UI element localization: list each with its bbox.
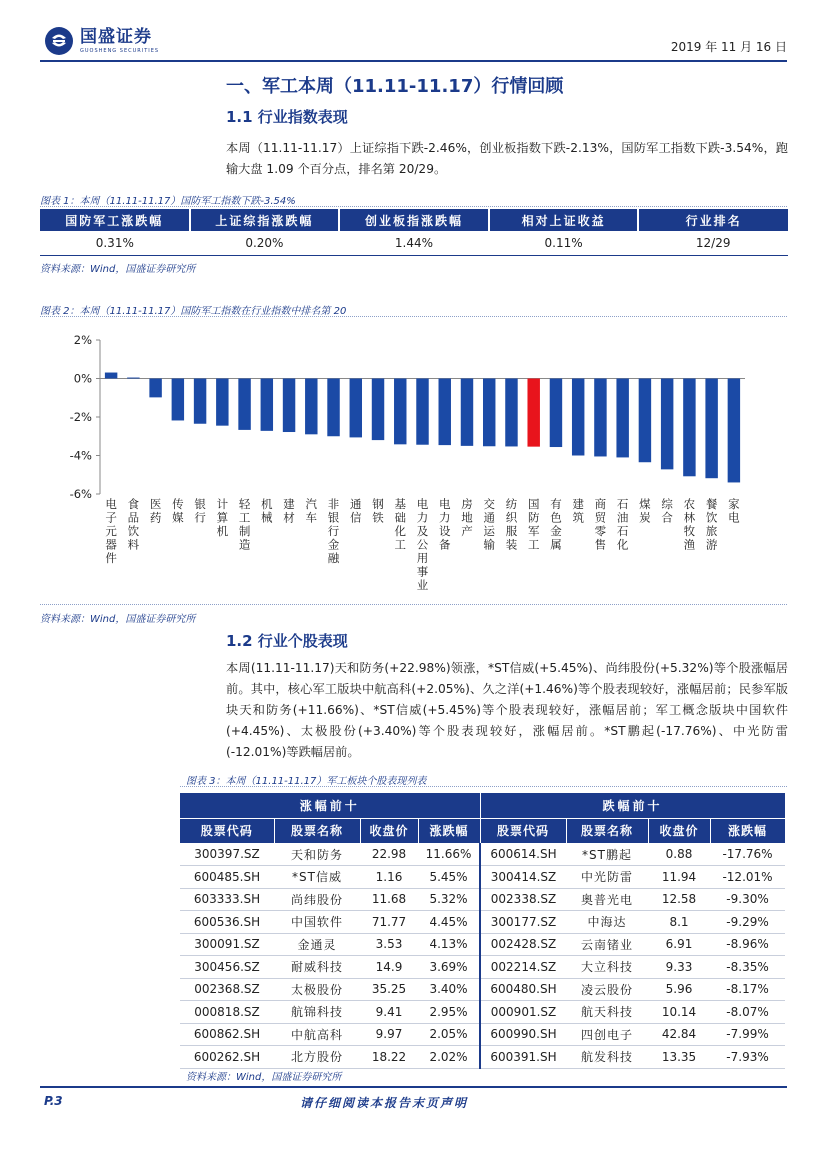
- stock-name-cell: 四创电子: [566, 1023, 648, 1046]
- x-category-label: 电力及公用事业: [416, 497, 429, 592]
- table-cell: 18.22: [360, 1046, 418, 1069]
- table-cell: 600485.SH: [180, 866, 274, 889]
- figure2-source: 资料来源：Wind，国盛证券研究所: [40, 614, 196, 625]
- table-cell: 600480.SH: [480, 978, 566, 1001]
- x-category-label: 电子元器件: [105, 497, 117, 565]
- table-cell: 4.13%: [418, 933, 480, 956]
- table-header-cell: 股票代码: [480, 818, 566, 843]
- table-row: [180, 1001, 785, 1024]
- bar-3: [172, 379, 184, 421]
- x-category-label: 钢铁: [372, 497, 384, 525]
- x-category-label: 煤炭: [639, 497, 651, 525]
- table-cell: 2.95%: [418, 1001, 480, 1024]
- brand-name-english: GUOSHENG SECURITIES: [80, 48, 160, 54]
- x-category-label: 农林牧渔: [683, 497, 696, 552]
- bar-0: [105, 373, 117, 379]
- table-cell: 8.1: [648, 911, 710, 934]
- table-cell: 600262.SH: [180, 1046, 274, 1069]
- bar-23: [616, 379, 628, 458]
- table-cell: -8.96%: [710, 933, 785, 956]
- bar-8: [283, 379, 295, 433]
- table-cell: 2.02%: [418, 1046, 480, 1069]
- y-tick-label: 2%: [73, 333, 92, 347]
- stock-performance-table: [180, 793, 786, 1069]
- bar-26: [683, 379, 695, 477]
- table-row: [40, 231, 788, 255]
- table-cell: 1.44%: [339, 231, 489, 255]
- table-row: [180, 978, 785, 1001]
- table-cell: 3.40%: [418, 978, 480, 1001]
- subsection-title-stocks: 1.2 行业个股表现: [226, 632, 348, 650]
- figure2-caption-divider: [40, 316, 787, 317]
- stock-name-cell: 中航高科: [274, 1023, 360, 1046]
- x-category-label: 建筑: [572, 497, 584, 525]
- report-date: 2019 年 11 月 16 日: [670, 40, 787, 54]
- table-header-cell: 股票代码: [180, 818, 274, 843]
- bar-24: [639, 379, 651, 463]
- table-cell: -9.29%: [710, 911, 785, 934]
- table-cell: 4.45%: [418, 911, 480, 934]
- table-cell: 300177.SZ: [480, 911, 566, 934]
- table-cell: 002428.SZ: [480, 933, 566, 956]
- bar-12: [372, 379, 384, 441]
- table-cell: 0.88: [648, 843, 710, 866]
- table-cell: 300397.SZ: [180, 843, 274, 866]
- table-cell: 5.45%: [418, 866, 480, 889]
- bar-4: [194, 379, 206, 424]
- stock-name-cell: 凌云股份: [566, 978, 648, 1001]
- table-row: [180, 911, 785, 934]
- table-cell: 300091.SZ: [180, 933, 274, 956]
- stock-name-cell: 中国软件: [274, 911, 360, 934]
- table-cell: 600862.SH: [180, 1023, 274, 1046]
- stock-name-cell: 云南锗业: [566, 933, 648, 956]
- figure3-caption-divider: [180, 786, 787, 787]
- table-cell: 9.41: [360, 1001, 418, 1024]
- header-divider: [40, 60, 787, 62]
- x-category-label: 银行: [194, 497, 206, 525]
- table-cell: 12/29: [638, 231, 788, 255]
- bar-18: [505, 379, 517, 447]
- brand-name: 国盛证券: [80, 27, 152, 47]
- stock-name-cell: 中海达: [566, 911, 648, 934]
- x-category-label: 交通运输: [483, 497, 495, 552]
- stock-name-cell: 耐威科技: [274, 956, 360, 979]
- stock-name-cell: 大立科技: [566, 956, 648, 979]
- table-cell: 11.68: [360, 888, 418, 911]
- table-header-cell: 涨跌幅: [710, 818, 785, 843]
- table-cell: 002338.SZ: [480, 888, 566, 911]
- bar-7: [261, 379, 273, 431]
- bar-1: [127, 378, 139, 379]
- x-category-label: 有色金属: [550, 497, 562, 552]
- group-header-top-losers: 跌幅前十: [480, 793, 785, 818]
- table-row: [180, 956, 785, 979]
- x-category-label: 计算机: [216, 497, 229, 538]
- figure3-caption: 图表 3：本周（11.11-11.17）军工板块个股表现列表: [186, 776, 427, 787]
- figure2-bottom-divider: [40, 604, 787, 605]
- x-category-label: 食品饮料: [127, 497, 140, 552]
- table-row: [180, 1023, 785, 1046]
- table-cell: -8.35%: [710, 956, 785, 979]
- table-cell: 3.53: [360, 933, 418, 956]
- y-tick-label: -4%: [69, 448, 92, 463]
- bar-2: [149, 379, 161, 398]
- bar-15: [439, 379, 451, 446]
- page-number: P.3: [44, 1094, 63, 1108]
- bar-6: [238, 379, 250, 430]
- figure2-caption: 图表 2：本周（11.11-11.17）国防军工指数在行业指数中排名第 20: [40, 306, 347, 317]
- bar-27: [705, 379, 717, 479]
- table-cell: 13.35: [648, 1046, 710, 1069]
- table-cell: 0.31%: [40, 231, 190, 255]
- table-cell: 2.05%: [418, 1023, 480, 1046]
- table-cell: 10.14: [648, 1001, 710, 1024]
- table-cell: 600614.SH: [480, 843, 566, 866]
- table-cell: 14.9: [360, 956, 418, 979]
- y-tick-label: -2%: [69, 410, 92, 424]
- table-cell: 35.25: [360, 978, 418, 1001]
- table-header-row: [180, 818, 785, 843]
- bar-28: [728, 379, 740, 483]
- stock-name-cell: 金通灵: [274, 933, 360, 956]
- group-header-top-gainers: 涨幅前十: [180, 793, 480, 818]
- x-category-label: 基础化工: [394, 497, 407, 552]
- section-title: 一、军工本周（11.11-11.17）行情回顾: [226, 76, 564, 97]
- table-cell: 000818.SZ: [180, 1001, 274, 1024]
- stock-name-cell: 航锦科技: [274, 1001, 360, 1024]
- x-category-label: 电力设备: [438, 497, 451, 552]
- figure1-caption: 图表 1：本周（11.11-11.17）国防军工指数下跌-3.54%: [40, 196, 296, 207]
- table-cell: 600391.SH: [480, 1046, 566, 1069]
- x-category-label: 轻工制造: [238, 497, 251, 552]
- company-logo: [44, 26, 159, 56]
- table-row: [180, 933, 785, 956]
- bar-17: [483, 379, 495, 447]
- table-row: [180, 1046, 785, 1069]
- table-header-row: [40, 209, 788, 231]
- table-cell: 002368.SZ: [180, 978, 274, 1001]
- table-header-cell: 收盘价: [360, 818, 418, 843]
- x-category-label: 餐饮旅游: [705, 497, 718, 552]
- table-cell: 11.66%: [418, 843, 480, 866]
- table-cell: 42.84: [648, 1023, 710, 1046]
- x-category-label: 房地产: [461, 497, 473, 538]
- x-category-label: 非银行金融: [327, 497, 340, 565]
- stock-name-cell: 太极股份: [274, 978, 360, 1001]
- table-header-cell: 国防军工涨跌幅: [40, 209, 190, 231]
- table-header-cell: 上证综指涨跌幅: [190, 209, 340, 231]
- table-cell: 5.96: [648, 978, 710, 1001]
- x-category-label: 综合: [661, 497, 673, 525]
- stock-name-cell: 航天科技: [566, 1001, 648, 1024]
- index-performance-paragraph: 本周（11.11-11.17）上证综指下跌-2.46%，创业板指数下跌-2.13%，国防军工指数下跌-3.54%，跑输大盘 1.09 个百分点，排名第 20/29。: [226, 141, 788, 176]
- x-category-label: 医药: [149, 497, 162, 525]
- table-cell: -7.99%: [710, 1023, 785, 1046]
- x-category-label: 机械: [261, 497, 273, 525]
- x-category-label: 石油石化: [616, 497, 629, 552]
- table-row: [180, 843, 785, 866]
- stock-name-cell: 奥普光电: [566, 888, 648, 911]
- x-category-label: 通信: [350, 497, 362, 525]
- table-cell: 600536.SH: [180, 911, 274, 934]
- table-cell: 11.94: [648, 866, 710, 889]
- table-header-cell: 股票名称: [274, 818, 360, 843]
- table-cell: 22.98: [360, 843, 418, 866]
- table-cell: 0.11%: [489, 231, 639, 255]
- table-header-cell: 行业排名: [638, 209, 788, 231]
- table-cell: -17.76%: [710, 843, 785, 866]
- stock-name-cell: 航发科技: [566, 1046, 648, 1069]
- table-cell: 12.58: [648, 888, 710, 911]
- table-cell: 9.97: [360, 1023, 418, 1046]
- table-header-cell: 创业板指涨跌幅: [339, 209, 489, 231]
- figure1-caption-divider: [40, 206, 787, 207]
- table-header-cell: 股票名称: [566, 818, 648, 843]
- table-cell: 0.20%: [190, 231, 340, 255]
- stock-name-cell: *ST鹏起: [566, 843, 648, 866]
- table-cell: -8.17%: [710, 978, 785, 1001]
- stock-name-cell: *ST信威: [274, 866, 360, 889]
- table-cell: 9.33: [648, 956, 710, 979]
- bar-9: [305, 379, 317, 435]
- bar-5: [216, 379, 228, 426]
- bar-21: [572, 379, 584, 456]
- bar-14: [416, 379, 428, 445]
- table-cell: 002214.SZ: [480, 956, 566, 979]
- table-header-cell: 收盘价: [648, 818, 710, 843]
- table-cell: -7.93%: [710, 1046, 785, 1069]
- table-cell: 5.32%: [418, 888, 480, 911]
- table-cell: -9.30%: [710, 888, 785, 911]
- stock-name-cell: 天和防务: [274, 843, 360, 866]
- stock-name-cell: 北方股份: [274, 1046, 360, 1069]
- x-category-label: 汽车: [305, 497, 318, 525]
- x-category-label: 商贸零售: [594, 497, 607, 552]
- table-cell: 300414.SZ: [480, 866, 566, 889]
- bar-13: [394, 379, 406, 445]
- bar-25: [661, 379, 673, 470]
- table-row: [180, 866, 785, 889]
- table-cell: 600990.SH: [480, 1023, 566, 1046]
- x-category-label: 建材: [283, 497, 295, 525]
- bar-22: [594, 379, 606, 457]
- table-cell: 1.16: [360, 866, 418, 889]
- stock-performance-paragraph: 本周(11.11-11.17)天和防务(+22.98%)领涨，*ST信威(+5.45%)、尚纬股份(+5.32%)等个股涨幅居前。其中，核心军工版块中航高科(+2.05%)、久之洋(+1.46%)等个股表现较好，涨幅居前；民参军版块天和防务(+11.66%)、*ST信威(+5.45%)等个股表现较好，涨幅居前；军工概念版块中国软件(+4.45%)、太极股份(+3.40%)等个股表现较好，涨幅居前。*ST鹏起(-17.76%)、中光防雷(-12.01%)等跌幅居前。: [226, 661, 788, 759]
- table-header-cell: 相对上证收益: [489, 209, 639, 231]
- bar-16: [461, 379, 473, 446]
- bar-20: [550, 379, 562, 448]
- table-header-cell: 涨跌幅: [418, 818, 480, 843]
- table-row: [180, 888, 785, 911]
- x-category-label: 家电: [728, 497, 740, 525]
- x-category-label: 纺织服装: [505, 497, 518, 552]
- index-summary-table: [40, 209, 788, 256]
- footer-divider: [40, 1086, 787, 1088]
- stock-table-body: [180, 843, 785, 1068]
- bar-19: [527, 379, 539, 447]
- industry-index-bar-chart: [40, 322, 788, 602]
- x-category-label: 传媒: [172, 497, 184, 525]
- stock-name-cell: 尚纬股份: [274, 888, 360, 911]
- table-cell: 000901.SZ: [480, 1001, 566, 1024]
- table-cell: 71.77: [360, 911, 418, 934]
- table-cell: 300456.SZ: [180, 956, 274, 979]
- x-category-label: 国防军工: [527, 497, 540, 552]
- table-group-header-row: [180, 793, 785, 818]
- figure3-source: 资料来源：Wind，国盛证券研究所: [186, 1072, 342, 1083]
- bar-11: [350, 379, 362, 438]
- table-cell: -8.07%: [710, 1001, 785, 1024]
- table-cell: 6.91: [648, 933, 710, 956]
- table-cell: 3.69%: [418, 956, 480, 979]
- y-tick-label: 0%: [73, 371, 92, 386]
- bar-10: [327, 379, 339, 437]
- table-cell: -12.01%: [710, 866, 785, 889]
- table-cell: 603333.SH: [180, 888, 274, 911]
- subsection-title-index: 1.1 行业指数表现: [226, 108, 348, 126]
- stock-name-cell: 中光防雷: [566, 866, 648, 889]
- disclaimer-note: 请仔细阅读本报告末页声明: [300, 1096, 469, 1110]
- y-tick-label: -6%: [69, 487, 92, 501]
- figure1-source: 资料来源：Wind，国盛证券研究所: [40, 264, 196, 275]
- logo-emblem-icon: [44, 26, 74, 56]
